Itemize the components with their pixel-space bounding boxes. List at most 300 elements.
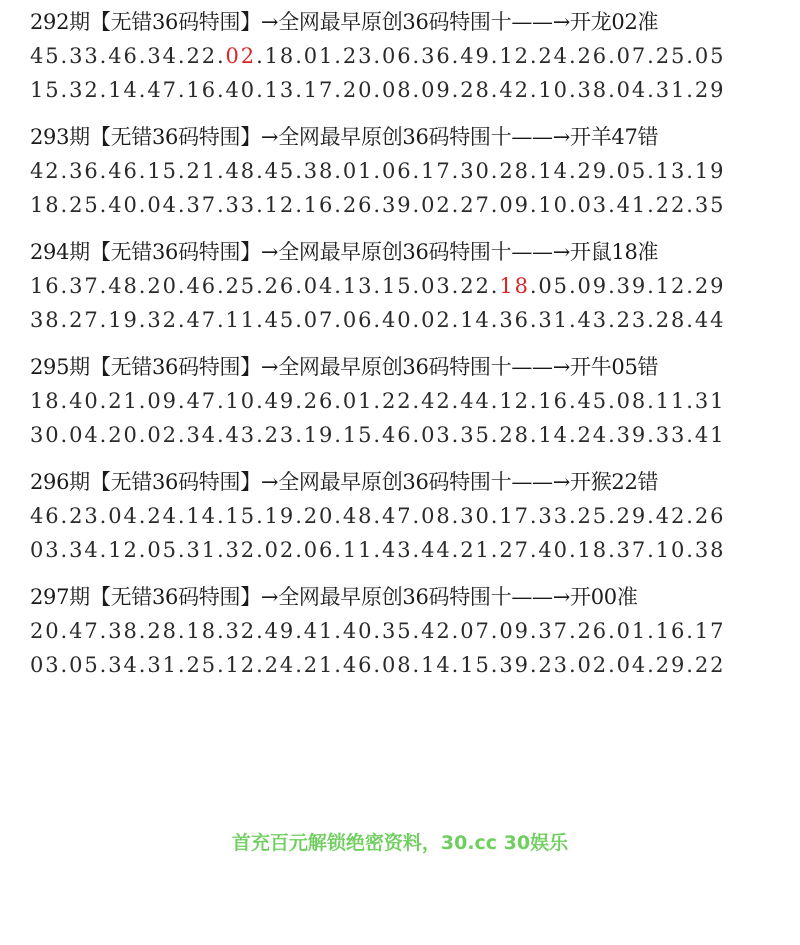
- number-cell: 25: [655, 44, 687, 68]
- separator-dot: .: [216, 193, 226, 217]
- separator-dot: .: [608, 389, 617, 413]
- number-cell: 29: [616, 504, 648, 528]
- issue-title: 294期【无错36码特围】→全网最早原创36码特围十——→开鼠18准: [30, 240, 659, 264]
- number-cell: 35: [460, 423, 491, 447]
- separator-dot: .: [99, 274, 109, 298]
- number-cell: 29: [694, 274, 726, 298]
- separator-dot: .: [529, 308, 539, 332]
- number-cell: 19: [264, 504, 296, 528]
- separator-dot: .: [608, 423, 617, 447]
- number-cell: 47: [69, 619, 100, 643]
- number-cell: 25: [69, 193, 100, 217]
- number-row: [30, 39, 800, 73]
- separator-dot: .: [608, 44, 617, 68]
- separator-dot: .: [451, 159, 461, 183]
- separator-dot: .: [412, 619, 422, 643]
- separator-dot: .: [412, 78, 422, 102]
- separator-dot: .: [334, 274, 343, 298]
- separator-dot: .: [334, 538, 343, 562]
- number-cell: 39: [499, 653, 530, 677]
- number-cell: 02: [225, 44, 257, 68]
- number-cell: 18: [264, 44, 296, 68]
- number-cell: 29: [655, 653, 687, 677]
- number-cell: 20: [303, 504, 335, 528]
- number-cell: 18: [186, 619, 217, 643]
- separator-dot: .: [138, 193, 148, 217]
- promo-footer[interactable]: 首充百元解锁绝密资料，30.cc 30娱乐: [231, 832, 569, 854]
- separator-dot: .: [647, 193, 656, 217]
- separator-dot: .: [334, 389, 343, 413]
- separator-dot: .: [177, 44, 187, 68]
- number-cell: 16: [186, 78, 217, 102]
- separator-dot: .: [99, 653, 109, 677]
- separator-dot: .: [216, 538, 226, 562]
- number-cell: 42: [421, 389, 452, 413]
- separator-dot: .: [412, 44, 422, 68]
- number-row: [30, 648, 800, 682]
- separator-dot: .: [412, 389, 422, 413]
- separator-dot: .: [686, 44, 695, 68]
- number-cell: 24: [264, 653, 296, 677]
- separator-dot: .: [216, 653, 226, 677]
- number-cell: 23: [342, 44, 374, 68]
- number-cell: 09: [577, 274, 609, 298]
- separator-dot: .: [568, 78, 578, 102]
- number-cell: 04: [108, 504, 139, 528]
- number-cell: 31: [186, 538, 217, 562]
- separator-dot: .: [529, 193, 539, 217]
- number-cell: 36: [499, 308, 530, 332]
- separator-dot: .: [529, 274, 539, 298]
- issue-295: [30, 350, 800, 452]
- number-row: [30, 303, 800, 337]
- number-cell: 26: [694, 504, 726, 528]
- number-cell: 18: [499, 274, 530, 298]
- number-cell: 46: [186, 274, 217, 298]
- number-cell: 24: [538, 44, 569, 68]
- number-cell: 21: [303, 653, 335, 677]
- separator-dot: .: [256, 653, 265, 677]
- separator-dot: .: [177, 159, 187, 183]
- number-cell: 33: [655, 423, 687, 447]
- separator-dot: .: [334, 619, 343, 643]
- number-cell: 06: [303, 538, 335, 562]
- number-cell: 12: [655, 274, 687, 298]
- number-cell: 20: [147, 274, 178, 298]
- number-cell: 12: [499, 389, 530, 413]
- number-cell: 23: [538, 653, 569, 677]
- separator-dot: .: [99, 78, 109, 102]
- number-cell: 28: [655, 308, 687, 332]
- number-cell: 38: [303, 159, 335, 183]
- separator-dot: .: [295, 423, 304, 447]
- number-cell: 22: [381, 389, 413, 413]
- issue-292: [30, 5, 800, 107]
- number-cell: 49: [264, 619, 296, 643]
- number-cell: 42: [421, 619, 452, 643]
- separator-dot: .: [256, 538, 265, 562]
- number-cell: 02: [264, 538, 296, 562]
- number-cell: 23: [264, 423, 296, 447]
- separator-dot: .: [608, 193, 617, 217]
- number-cell: 07: [616, 44, 648, 68]
- issue-296: [30, 465, 800, 567]
- number-cell: 21: [186, 159, 217, 183]
- number-cell: 48: [342, 504, 374, 528]
- separator-dot: .: [177, 653, 187, 677]
- separator-dot: .: [256, 423, 265, 447]
- issue-title: 296期【无错36码特围】→全网最早原创36码特围十——→开猴22错: [30, 470, 659, 494]
- number-cell: 30: [30, 423, 61, 447]
- number-cell: 03: [421, 423, 452, 447]
- separator-dot: .: [647, 78, 656, 102]
- number-cell: 04: [69, 423, 100, 447]
- separator-dot: .: [60, 274, 70, 298]
- separator-dot: .: [608, 504, 617, 528]
- number-cell: 19: [108, 308, 139, 332]
- number-cell: 13: [342, 274, 374, 298]
- separator-dot: .: [373, 538, 382, 562]
- number-cell: 43: [381, 538, 413, 562]
- number-cell: 30: [460, 159, 491, 183]
- number-cell: 38: [108, 619, 139, 643]
- separator-dot: .: [295, 538, 304, 562]
- number-cell: 14: [538, 423, 569, 447]
- separator-dot: .: [490, 389, 500, 413]
- number-cell: 28: [460, 78, 491, 102]
- number-cell: 11: [655, 389, 687, 413]
- number-cell: 01: [303, 44, 335, 68]
- separator-dot: .: [686, 193, 695, 217]
- separator-dot: .: [295, 653, 304, 677]
- separator-dot: .: [138, 389, 148, 413]
- separator-dot: .: [686, 619, 695, 643]
- number-cell: 25: [577, 504, 609, 528]
- number-cell: 23: [616, 308, 648, 332]
- separator-dot: .: [608, 538, 617, 562]
- number-cell: 21: [460, 538, 491, 562]
- issue-title: 293期【无错36码特围】→全网最早原创36码特围十——→开羊47错: [30, 125, 659, 149]
- separator-dot: .: [99, 308, 109, 332]
- separator-dot: .: [373, 619, 382, 643]
- separator-dot: .: [608, 619, 617, 643]
- separator-dot: .: [568, 653, 578, 677]
- number-cell: 27: [69, 308, 100, 332]
- separator-dot: .: [686, 308, 695, 332]
- separator-dot: .: [490, 504, 500, 528]
- separator-dot: .: [216, 274, 226, 298]
- number-cell: 08: [616, 389, 648, 413]
- number-cell: 22: [655, 193, 687, 217]
- number-cell: 05: [694, 44, 726, 68]
- number-cell: 31: [147, 653, 178, 677]
- separator-dot: .: [334, 78, 343, 102]
- separator-dot: .: [60, 193, 70, 217]
- separator-dot: .: [686, 538, 695, 562]
- number-cell: 15: [225, 504, 257, 528]
- number-cell: 27: [460, 193, 491, 217]
- separator-dot: .: [451, 193, 461, 217]
- number-cell: 02: [421, 308, 452, 332]
- separator-dot: .: [99, 538, 109, 562]
- separator-dot: .: [256, 78, 265, 102]
- separator-dot: .: [60, 159, 70, 183]
- number-cell: 49: [460, 44, 491, 68]
- number-cell: 12: [499, 44, 530, 68]
- separator-dot: .: [334, 44, 343, 68]
- number-cell: 16: [30, 274, 61, 298]
- separator-dot: .: [373, 193, 382, 217]
- issue-title: 292期【无错36码特围】→全网最早原创36码特围十——→开龙02准: [30, 10, 659, 34]
- number-cell: 45: [264, 159, 296, 183]
- separator-dot: .: [529, 423, 539, 447]
- separator-dot: .: [138, 653, 148, 677]
- separator-dot: .: [295, 193, 304, 217]
- number-cell: 46: [342, 653, 374, 677]
- number-cell: 36: [69, 159, 100, 183]
- separator-dot: .: [60, 423, 70, 447]
- separator-dot: .: [60, 619, 70, 643]
- separator-dot: .: [412, 308, 422, 332]
- number-cell: 39: [616, 274, 648, 298]
- number-cell: 33: [69, 44, 100, 68]
- separator-dot: .: [647, 274, 656, 298]
- separator-dot: .: [412, 504, 422, 528]
- number-cell: 22: [186, 44, 217, 68]
- separator-dot: .: [451, 44, 461, 68]
- number-cell: 34: [186, 423, 217, 447]
- separator-dot: .: [295, 159, 304, 183]
- separator-dot: .: [295, 504, 304, 528]
- number-cell: 34: [69, 538, 100, 562]
- separator-dot: .: [490, 159, 500, 183]
- number-cell: 42: [655, 504, 687, 528]
- number-cell: 32: [69, 78, 100, 102]
- number-cell: 45: [264, 308, 296, 332]
- separator-dot: .: [686, 274, 695, 298]
- number-cell: 17: [421, 159, 452, 183]
- number-cell: 40: [225, 78, 257, 102]
- number-cell: 41: [616, 193, 648, 217]
- number-cell: 19: [303, 423, 335, 447]
- separator-dot: .: [295, 44, 304, 68]
- number-cell: 33: [225, 193, 257, 217]
- separator-dot: .: [686, 653, 695, 677]
- separator-dot: .: [334, 423, 343, 447]
- number-cell: 03: [30, 538, 61, 562]
- number-cell: 05: [538, 274, 569, 298]
- number-cell: 11: [225, 308, 257, 332]
- separator-dot: .: [99, 159, 109, 183]
- number-cell: 14: [421, 653, 452, 677]
- separator-dot: .: [451, 308, 461, 332]
- separator-dot: .: [295, 619, 304, 643]
- number-cell: 26: [577, 44, 609, 68]
- separator-dot: .: [177, 619, 187, 643]
- separator-dot: .: [373, 389, 382, 413]
- number-cell: 37: [186, 193, 217, 217]
- number-cell: 15: [342, 423, 374, 447]
- separator-dot: .: [177, 538, 187, 562]
- separator-dot: .: [256, 389, 265, 413]
- number-cell: 46: [381, 423, 413, 447]
- number-cell: 05: [616, 159, 648, 183]
- separator-dot: .: [490, 653, 500, 677]
- separator-dot: .: [177, 78, 187, 102]
- separator-dot: .: [295, 78, 304, 102]
- number-cell: 15: [381, 274, 413, 298]
- number-cell: 47: [186, 389, 217, 413]
- number-cell: 17: [499, 504, 530, 528]
- separator-dot: .: [99, 44, 109, 68]
- number-cell: 10: [538, 193, 569, 217]
- number-cell: 09: [147, 389, 178, 413]
- separator-dot: .: [60, 653, 70, 677]
- number-cell: 35: [381, 619, 413, 643]
- number-cell: 40: [381, 308, 413, 332]
- number-cell: 36: [421, 44, 452, 68]
- separator-dot: .: [334, 504, 343, 528]
- number-cell: 07: [460, 619, 491, 643]
- number-cell: 40: [342, 619, 374, 643]
- number-cell: 40: [69, 389, 100, 413]
- number-cell: 04: [303, 274, 335, 298]
- separator-dot: .: [256, 619, 265, 643]
- separator-dot: .: [568, 159, 578, 183]
- separator-dot: .: [373, 274, 382, 298]
- number-cell: 39: [616, 423, 648, 447]
- separator-dot: .: [256, 44, 265, 68]
- number-cell: 22: [460, 274, 491, 298]
- separator-dot: .: [216, 504, 226, 528]
- number-cell: 14: [108, 78, 139, 102]
- separator-dot: .: [99, 193, 109, 217]
- number-cell: 24: [147, 504, 178, 528]
- separator-dot: .: [256, 308, 265, 332]
- separator-dot: .: [216, 423, 226, 447]
- number-cell: 06: [342, 308, 374, 332]
- issue-title: 297期【无错36码特围】→全网最早原创36码特围十——→开00准: [30, 585, 638, 609]
- number-cell: 31: [538, 308, 569, 332]
- separator-dot: .: [490, 538, 500, 562]
- separator-dot: .: [216, 308, 226, 332]
- separator-dot: .: [568, 619, 578, 643]
- number-cell: 48: [108, 274, 139, 298]
- separator-dot: .: [216, 159, 226, 183]
- number-cell: 12: [225, 653, 257, 677]
- separator-dot: .: [373, 44, 382, 68]
- separator-dot: .: [647, 44, 656, 68]
- number-cell: 47: [186, 308, 217, 332]
- issue-293: [30, 120, 800, 222]
- number-cell: 25: [225, 274, 257, 298]
- number-cell: 12: [264, 193, 296, 217]
- separator-dot: .: [138, 78, 148, 102]
- number-cell: 46: [108, 159, 139, 183]
- number-cell: 25: [186, 653, 217, 677]
- separator-dot: .: [412, 423, 422, 447]
- separator-dot: .: [373, 653, 382, 677]
- issue-297: [30, 580, 800, 682]
- number-row: [30, 384, 800, 418]
- number-cell: 21: [108, 389, 139, 413]
- number-cell: 04: [147, 193, 178, 217]
- separator-dot: .: [60, 78, 70, 102]
- number-cell: 05: [69, 653, 100, 677]
- number-cell: 10: [225, 389, 257, 413]
- number-cell: 47: [147, 78, 178, 102]
- separator-dot: .: [99, 619, 109, 643]
- number-cell: 14: [186, 504, 217, 528]
- issue-title: 295期【无错36码特围】→全网最早原创36码特围十——→开牛05错: [30, 355, 659, 379]
- separator-dot: .: [138, 308, 148, 332]
- separator-dot: .: [295, 274, 304, 298]
- number-cell: 34: [108, 653, 139, 677]
- separator-dot: .: [138, 44, 148, 68]
- separator-dot: .: [608, 653, 617, 677]
- separator-dot: .: [373, 308, 382, 332]
- separator-dot: .: [490, 193, 500, 217]
- separator-dot: .: [373, 423, 382, 447]
- separator-dot: .: [529, 78, 539, 102]
- separator-dot: .: [451, 389, 461, 413]
- separator-dot: .: [216, 78, 226, 102]
- separator-dot: .: [647, 159, 656, 183]
- number-cell: 44: [694, 308, 726, 332]
- number-cell: 42: [499, 78, 530, 102]
- separator-dot: .: [60, 308, 70, 332]
- separator-dot: .: [334, 193, 343, 217]
- separator-dot: .: [608, 274, 617, 298]
- number-cell: 03: [30, 653, 61, 677]
- number-cell: 34: [147, 44, 178, 68]
- number-cell: 03: [577, 193, 609, 217]
- number-row: [30, 269, 800, 303]
- number-cell: 49: [264, 389, 296, 413]
- separator-dot: .: [647, 423, 656, 447]
- number-cell: 14: [460, 308, 491, 332]
- number-cell: 19: [694, 159, 726, 183]
- separator-dot: .: [608, 308, 617, 332]
- separator-dot: .: [568, 44, 578, 68]
- separator-dot: .: [568, 193, 578, 217]
- separator-dot: .: [138, 159, 148, 183]
- number-cell: 02: [577, 653, 609, 677]
- number-cell: 39: [381, 193, 413, 217]
- separator-dot: .: [568, 423, 578, 447]
- number-cell: 16: [538, 389, 569, 413]
- separator-dot: .: [373, 504, 382, 528]
- number-cell: 35: [694, 193, 726, 217]
- separator-dot: .: [216, 44, 226, 68]
- number-cell: 31: [655, 78, 687, 102]
- separator-dot: .: [334, 159, 343, 183]
- number-cell: 16: [303, 193, 335, 217]
- number-cell: 02: [421, 193, 452, 217]
- number-cell: 07: [303, 308, 335, 332]
- number-row: [30, 188, 800, 222]
- number-cell: 42: [30, 159, 61, 183]
- number-cell: 38: [577, 78, 609, 102]
- number-cell: 26: [303, 389, 335, 413]
- separator-dot: .: [529, 389, 539, 413]
- separator-dot: .: [451, 653, 461, 677]
- number-cell: 03: [421, 274, 452, 298]
- number-cell: 31: [694, 389, 726, 413]
- separator-dot: .: [60, 538, 70, 562]
- separator-dot: .: [490, 44, 500, 68]
- separator-dot: .: [412, 653, 422, 677]
